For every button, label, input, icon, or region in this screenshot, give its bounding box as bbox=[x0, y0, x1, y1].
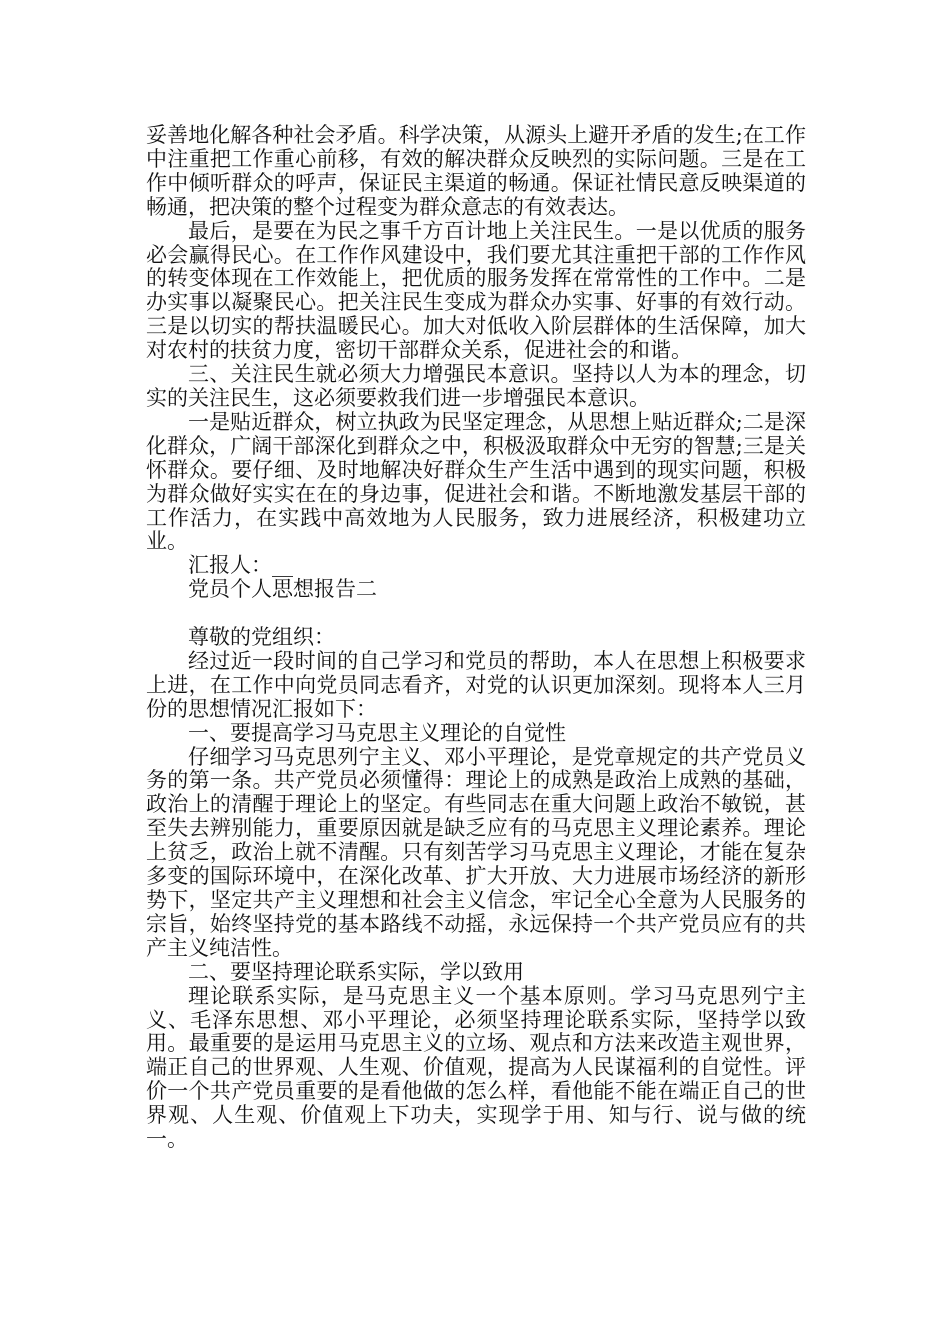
blank-line bbox=[146, 602, 806, 626]
report-two-title: 党员个人思想报告二 bbox=[188, 577, 377, 602]
heading-two: 二、要坚持理论联系实际，学以致用 bbox=[188, 959, 524, 984]
paragraph-finally: 最后，是要在为民之事千方百计地上关注民生。一是以优质的服务必会赢得民心。在工作作风建设中，我们要尤其注重把干部的工作作风的转变体现在工作效能上，把优质的服务发挥在常常性的工作中。二是办实事以凝聚民心。把关注民生变成为群众办实事、好事的有效行动。三是以切实的帮扶温暖民心。加大对低收入阶层群体的生活保障，加大对农村的扶贫力度，密切干部群众关系，促进社会的和谐。 bbox=[146, 218, 806, 363]
paragraph-continuation: 妥善地化解各种社会矛盾。科学决策，从源头上避开矛盾的发生;在工作中注重把工作重心前移，有效的解决群众反映烈的实际问题。三是在工作中倾听群众的呼声，保证民主渠道的畅通。保证社情民意反映渠道的畅通，把决策的整个过程变为群众意志的有效表达。 bbox=[146, 123, 806, 219]
paragraph-section-three: 三、关注民生就必须大力增强民本意识。坚持以人为本的理念，切实的关注民生，这必须要救我们进一步增强民本意识。 bbox=[146, 362, 806, 410]
document-page bbox=[146, 124, 806, 1152]
heading-one: 一、要提高学习马克思主义理论的自觉性 bbox=[188, 720, 566, 745]
reporter-line: 汇报人：__ bbox=[188, 553, 293, 578]
salutation: 尊敬的党组织： bbox=[188, 625, 335, 650]
paragraph-intro: 经过近一段时间的自己学习和党员的帮助，本人在思想上积极要求上进，在工作中向党员同志看齐，对党的认识更加深刻。现将本人三月份的思想情况汇报如下： bbox=[146, 648, 806, 721]
paragraph-close-to-masses: 一是贴近群众，树立执政为民坚定理念，从思想上贴近群众;二是深化群众，广阔干部深化到群众之中，积极汲取群众中无穷的智慧;三是关怀群众。要仔细、及时地解决好群众生产生活中遇到的现实问题，积极为群众做好实实在在的身边事，促进社会和谐。不断地激发基层干部的工作活力，在实践中高效地为人民服务，致力进展经济，积极建功立业。 bbox=[146, 409, 806, 554]
paragraph-theory-practice: 理论联系实际，是马克思主义一个基本原则。学习马克思列宁主义、毛泽东思想、邓小平理论，必须坚持理论联系实际，坚持学以致用。最重要的是运用马克思主义的立场、观点和方法来改造主观世界，端正自己的世界观、人生观、价值观，提高为人民谋福利的自觉性。评价一个共产党员重要的是看他做的怎么样，看他能不能在端正自己的世界观、人生观、价值观上下功夫，实现学于用、知与行、说与做的统一。 bbox=[146, 983, 806, 1152]
paragraph-study-theory: 仔细学习马克思列宁主义、邓小平理论，是党章规定的共产党员义务的第一条。共产党员必须懂得：理论上的成熟是政治上成熟的基础，政治上的清醒于理论上的坚定。有些同志在重大问题上政治不敏锐，甚至失去辨别能力，重要原因就是缺乏应有的马克思主义理论素养。理论上贫乏，政治上就不清醒。只有刻苦学习马克思主义理论，才能在复杂多变的国际环境中，在深化改革、扩大开放、大力进展市场经济的新形势下，坚定共产主义理想和社会主义信念，牢记全心全意为人民服务的宗旨，始终坚持党的基本路线不动摇，永远保持一个共产党员应有的共产主义纯洁性。 bbox=[146, 744, 806, 960]
